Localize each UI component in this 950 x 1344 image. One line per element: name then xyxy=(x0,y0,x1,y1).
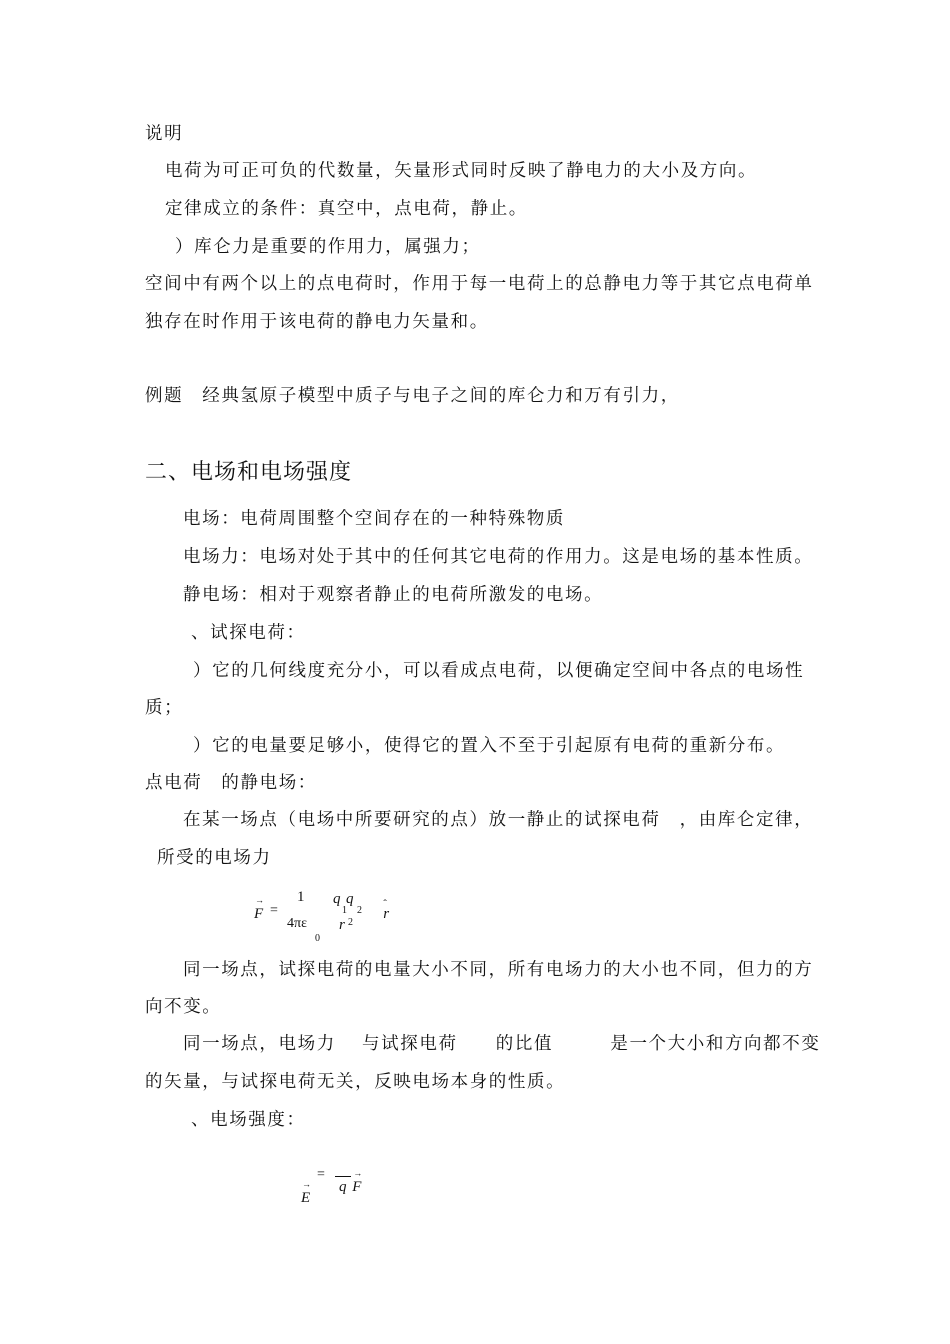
formula2-denominator: q xyxy=(339,1179,347,1195)
field-strength-heading: 、电场强度： xyxy=(191,1110,306,1130)
formula2-fraction-bar xyxy=(335,1176,351,1177)
formula-denominator-const: 4πε xyxy=(287,916,307,931)
paragraph-law-conditions: 定律成立的条件：真空中，点电荷，静止。 xyxy=(165,199,528,219)
formula-epsilon-subscript: 0 xyxy=(315,933,320,944)
formula-field-symbol: → E xyxy=(301,1190,310,1207)
definition-static-field: 静电场：相对于观察者静止的电荷所激发的电场。 xyxy=(183,585,604,605)
test-charge-heading: 、试探电荷： xyxy=(191,623,306,643)
note-heading: 说明 xyxy=(145,124,184,144)
formula-q1: q xyxy=(333,891,341,907)
formula2-equals: = xyxy=(317,1167,325,1182)
point-charge-field-heading: 点电荷 的静电场： xyxy=(145,773,317,793)
paragraph-coulomb-strong: ）库仑力是重要的作用力，属强力； xyxy=(175,237,481,257)
test-charge-condition-1-cont: 质； xyxy=(145,698,184,718)
example-line: 例题 经典氢原子模型中质子与电子之间的库仑力和万有引力， xyxy=(145,386,680,406)
paragraph-same-point-1-cont: 向不变。 xyxy=(145,997,222,1017)
definition-field-force: 电场力：电场对处于其中的任何其它电荷的作用力。这是电场的基本性质。 xyxy=(183,547,814,567)
paragraph-force-received: 所受的电场力 xyxy=(157,848,272,868)
definition-electric-field: 电场：电荷周围整个空间存在的一种特殊物质 xyxy=(183,509,565,529)
paragraph-same-point-1: 同一场点，试探电荷的电量大小不同，所有电场力的大小也不同，但力的方 xyxy=(183,960,814,980)
formula-r: r xyxy=(339,917,345,933)
paragraph-same-point-2-cont: 的矢量，与试探电荷无关，反映电场本身的性质。 xyxy=(145,1072,566,1092)
paragraph-superposition-2: 独存在时作用于该电荷的静电力矢量和。 xyxy=(145,312,489,332)
formula-numerator-const: 1 xyxy=(297,889,305,905)
formula-q2: q xyxy=(346,891,354,907)
formula2-numerator: → F xyxy=(352,1179,361,1196)
formula-q2-subscript: 2 xyxy=(357,905,362,916)
test-charge-condition-2: ）它的电量要足够小，使得它的置入不至于引起原有电荷的重新分布。 xyxy=(193,736,786,756)
formula-unit-vector: ˆ r xyxy=(383,906,389,923)
formula-q1-subscript: 1 xyxy=(342,905,347,916)
formula-force-symbol: → F xyxy=(254,906,263,923)
paragraph-place-test-charge: 在某一场点（电场中所要研究的点）放一静止的试探电荷 ，由库仑定律， xyxy=(183,810,814,830)
formula-r-exponent: 2 xyxy=(348,917,353,928)
test-charge-condition-1: ）它的几何线度充分小，可以看成点电荷，以便确定空间中各点的电场性 xyxy=(193,661,805,681)
paragraph-same-point-2: 同一场点，电场力 与试探电荷 的比值 是一个大小和方向都不变 xyxy=(183,1034,821,1054)
paragraph-charge-sign: 电荷为可正可负的代数量，矢量形式同时反映了静电力的大小及方向。 xyxy=(165,161,758,181)
paragraph-superposition-1: 空间中有两个以上的点电荷时，作用于每一电荷上的总静电力等于其它点电荷单 xyxy=(145,274,814,294)
formula-equals: = xyxy=(270,903,278,918)
section-heading: 二、电场和电场强度 xyxy=(145,460,353,485)
